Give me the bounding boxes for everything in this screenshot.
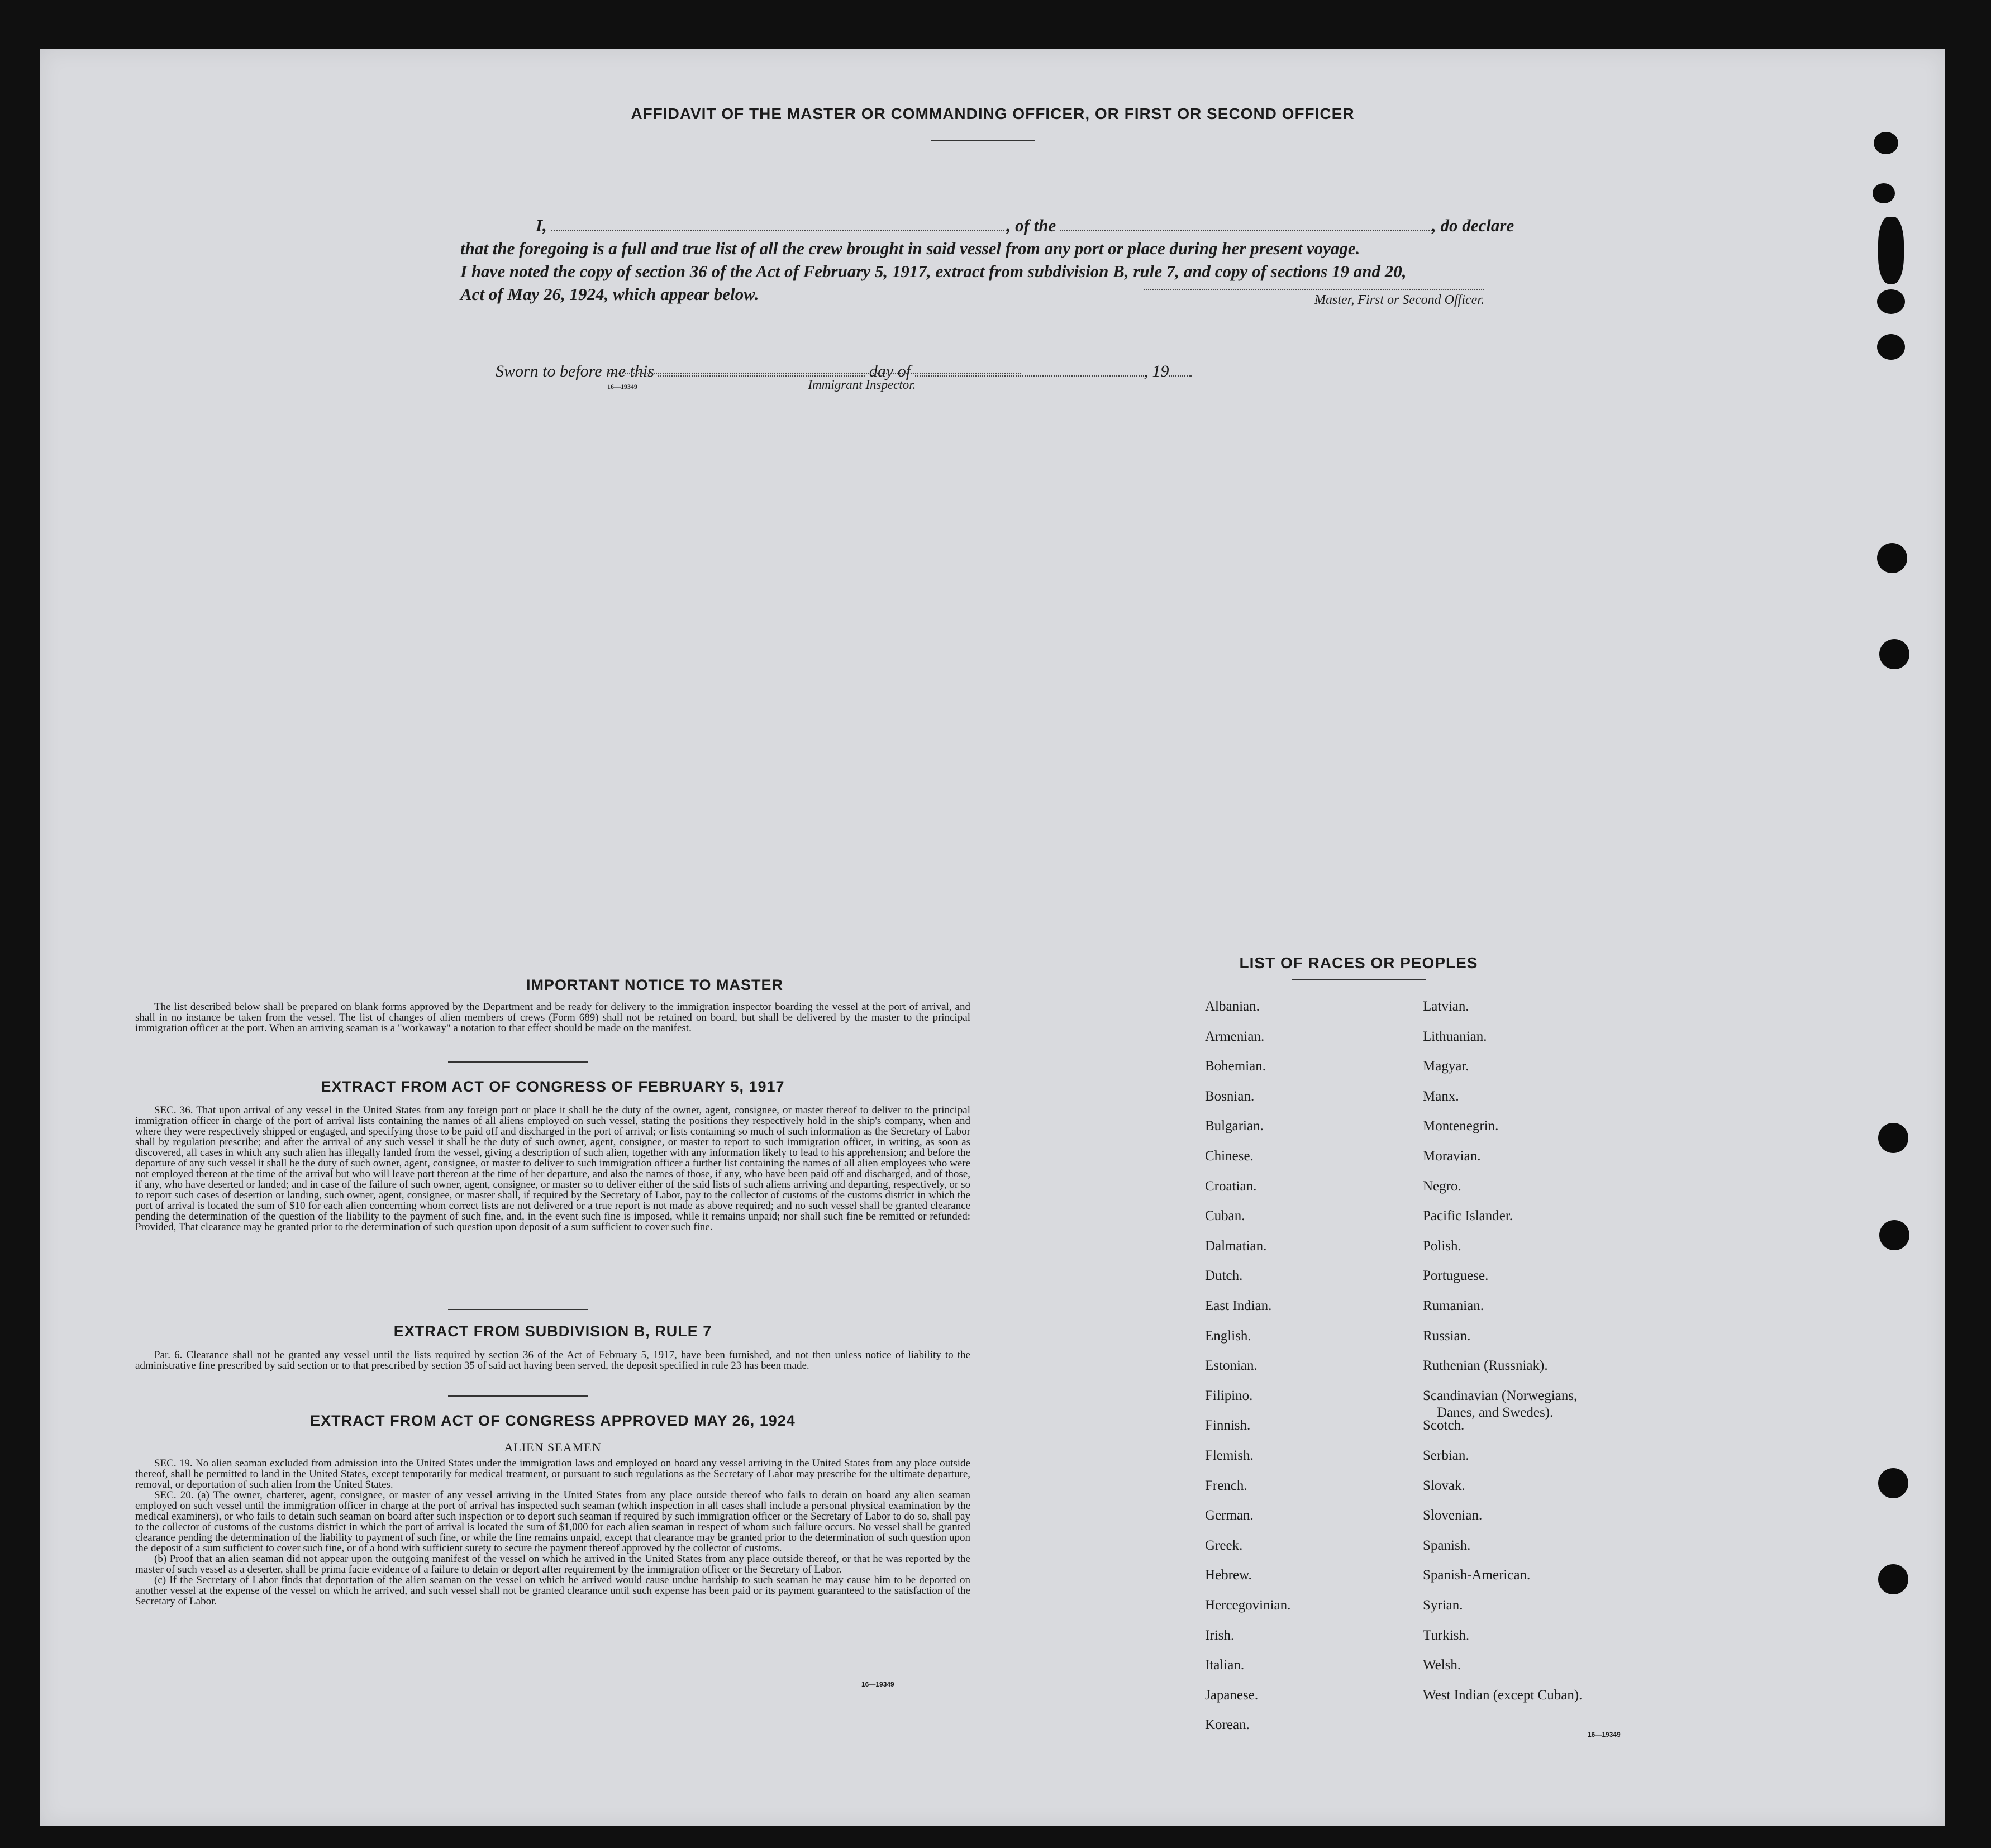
declaration-text: that the foregoing is a full and true list of all the crew brought in said vessel from any port or place during her present voyage. (460, 239, 1360, 258)
form-code: 16—19349 (1588, 1731, 1621, 1739)
master-signature-field[interactable] (1144, 289, 1484, 308)
race-item: Filipino. (1205, 1388, 1253, 1403)
race-item: Syrian. (1423, 1598, 1463, 1613)
extract-1917-text (135, 1105, 970, 1232)
alien-seamen-subtitle: ALIEN SEAMEN (504, 1440, 602, 1454)
punch-hole (1877, 334, 1905, 360)
race-item: Irish. (1205, 1627, 1235, 1643)
notice-text (135, 1002, 970, 1033)
race-item: Korean. (1205, 1717, 1250, 1733)
race-item: Croatian. (1205, 1178, 1257, 1194)
punch-hole (1878, 217, 1904, 284)
race-item: Greek. (1205, 1537, 1243, 1553)
race-item: Chinese. (1205, 1149, 1254, 1164)
race-item: Danes, and Swedes). (1437, 1404, 1554, 1420)
form-sheet (40, 49, 1945, 1826)
extract-1924-text (135, 1458, 970, 1607)
race-item: Turkish. (1423, 1627, 1470, 1643)
declaration-text: Act of May 26, 1924, which appear below. (460, 284, 759, 304)
race-item: Magyar. (1423, 1059, 1469, 1074)
race-item: Cuban. (1205, 1208, 1245, 1224)
extract-1924-title: EXTRACT FROM ACT OF CONGRESS APPROVED MAY 26, 1924 (310, 1412, 796, 1429)
punch-hole (1878, 1468, 1908, 1498)
race-item: Estonian. (1205, 1358, 1258, 1374)
race-item: Polish. (1423, 1238, 1461, 1254)
race-item: Italian. (1205, 1658, 1245, 1673)
section-divider (448, 1309, 588, 1310)
race-item: Pacific Islander. (1423, 1208, 1513, 1224)
race-item: English. (1205, 1328, 1251, 1344)
sec-20b-paragraph: (b) Proof that an alien seaman did not appear upon the outgoing manifest of the vessel on which he arrived in the United States from any place outside thereof, or that he was reported by the master of such vessel as a deserter, shall be prima facie evidence of a failure to detain or deport after requirement by the immigration officer or the Secretary of Labor. (135, 1553, 970, 1575)
day-of-label: day of (869, 362, 911, 380)
race-item: Rumanian. (1423, 1298, 1484, 1313)
race-item: Bulgarian. (1205, 1118, 1264, 1134)
sec-20a-paragraph: SEC. 20. (a) The owner, charterer, agent, consignee, or master of any vessel arriving in the United States from any place outside thereof who fails to detain on board any alien seaman employed on such vessel until the immigration officer in charge at the port of arrival has inspected such seaman (which inspection in all cases shall include a personal physical examination by the medical examiners), or who fails to detain such seaman on board after such inspection or to deport such seaman if required by such immigration officer or the Secretary of Labor to do so, shall pay to the collector of customs of the customs district in which the port of arrival is located the sum of $1,000 for each alien seaman in respect of whom such failure occurs. No vessel shall be granted clearance pending the determination of the liability to payment of such fine, or while the fine remains unpaid, except that clearance may be granted prior to the determination of such question upon the deposit of a sum sufficient to cover such fine, or of a bond with sufficient surety to secure the payment thereof approved by the collector of customs. (135, 1489, 970, 1554)
section-divider (448, 1061, 588, 1063)
race-item: Scandinavian (Norwegians, (1423, 1388, 1578, 1403)
race-item: Scotch. (1423, 1418, 1465, 1433)
par-6-paragraph: Par. 6. Clearance shall not be granted any vessel until the lists required by section 36 of the Act of February 5, 1917, have been furnished, and not then unless notice of liability to the administrative fine prescribed by said section or to that prescribed by section 35 of said act having been served, the deposit specified in rule 23 has been made. (135, 1349, 970, 1371)
race-item: Finnish. (1205, 1418, 1251, 1433)
master-signature-label: Master, First or Second Officer. (1314, 293, 1484, 307)
do-declare-label: , do declare (1432, 216, 1514, 235)
race-item: Lithuanian. (1423, 1028, 1487, 1044)
race-item: Spanish-American. (1423, 1568, 1531, 1583)
declaration-text: I have noted the copy of section 36 of the Act of February 5, 1917, extract from subdivision B, rule 7, and copy of sections 19 and 20, (460, 261, 1407, 281)
punch-hole (1878, 1123, 1908, 1153)
race-item: Bosnian. (1205, 1088, 1255, 1104)
sworn-label: Sworn to before me this (496, 362, 654, 380)
race-item: Ruthenian (Russniak). (1423, 1358, 1548, 1374)
races-title: LIST OF RACES OR PEOPLES (1239, 954, 1478, 971)
form-code: 16—19349 (861, 1680, 894, 1688)
race-item: West Indian (except Cuban). (1423, 1687, 1583, 1703)
declaration-line (460, 214, 1550, 237)
race-item: Dutch. (1205, 1268, 1243, 1284)
race-item: Montenegrin. (1423, 1118, 1499, 1134)
race-item: French. (1205, 1478, 1247, 1493)
race-item: Manx. (1423, 1088, 1459, 1104)
race-item: East Indian. (1205, 1298, 1272, 1313)
race-item: Spanish. (1423, 1537, 1471, 1553)
sec-20c-paragraph: (c) If the Secretary of Labor finds that deportation of the alien seaman on the vessel on which he arrived would cause undue hardship to such seaman he may cause him to be deported on another vessel at the expense of the vessel on which he arrived, and such vessel shall not be granted clearance until such expense has been paid or its payment guaranteed to the satisfaction of the Secretary of Labor. (135, 1574, 970, 1607)
form-code: 16—19349 (607, 383, 637, 390)
race-item: Negro. (1423, 1178, 1461, 1194)
sworn-year-field[interactable] (1169, 375, 1192, 377)
notice-paragraph: The list described below shall be prepared on blank forms approved by the Department and be ready for delivery to the immigration inspector boarding the vessel at the port of arrival, and shall in no instance be taken from the vessel. The list of changes of alien members of crews (Form 689) shall not be retained on board, but shall be delivered by the master to the principal immigration officer at the port. When an arriving seaman is a "workaway" a notation to that effect should be made on the manifest. (135, 1001, 970, 1034)
race-item: Albanian. (1205, 999, 1260, 1014)
punch-hole (1878, 1564, 1908, 1594)
punch-hole (1873, 183, 1895, 203)
punch-hole (1879, 639, 1909, 669)
sec-19-paragraph: SEC. 19. No alien seaman excluded from admission into the United States under the immigration laws and employed on board any vessel arriving in the United States from any place outside thereof, shall be permitted to land in the United States, except temporarily for medical treatment, or pursuant to such regulations as the Secretary of Labor may prescribe for the ultimate departure, removal, or deportation of such alien from the United States. (135, 1458, 970, 1490)
race-item: Latvian. (1423, 999, 1469, 1014)
inspector-signature-field[interactable] (607, 373, 1021, 392)
section-36-paragraph: SEC. 36. That upon arrival of any vessel in the United States from any foreign port or place it shall be the duty of the owner, agent, consignee, or master thereof to deliver to the principal immigration officer in charge of the port of arrival lists containing the names of all aliens employed on such vessel, stating the positions they respectively hold in the ship's company, when and where they were respectively shipped or engaged, and specifying those to be paid off and discharged in the port of arrival; or lists containing so much of such information as the Secretary of Labor shall by regulation prescribe; and after the arrival of any such vessel it shall be the duty of such owner, agent, consignee, or master to report to such immigration officer, in writing, as soon as discovered, all cases in which any such alien has illegally landed from the vessel, giving a description of such alien, together with any information likely to lead to his apprehension; and before the departure of any such vessel it shall be the duty of such owner, agent, consignee, or master to deliver to such immigration officer a further list containing the names of all alien employees who were not employed thereon at the time of the arrival but who will leave port thereon at the time of her departure, and also the names of those, if any, who have been paid off and discharged, and of those, if any, who have deserted or landed; and in case of the failure of such owner, agent, consignee, or master so to deliver either of the said lists of such aliens arriving and departing, respectively, or so to report such cases of desertion or landing, such owner, agent, consignee, or master shall, if required by the Secretary of Labor, pay to the collector of customs of the customs district in which the port of arrival is located the sum of $10 for each alien concerning whom correct lists are not delivered or a true report is not made as above required; and no such vessel shall be granted clearance pending the determination of the question of the liability to the payment of such fine, and, in the event such fine is imposed, while it remains unpaid; nor shall such fine be remitted or refunded: Provided, That clearance may be granted prior to the determination of such question upon deposit of a sum sufficient to cover such fine. (135, 1104, 970, 1233)
i-label: I, (536, 216, 547, 235)
race-item: Flemish. (1205, 1448, 1254, 1463)
race-item: Hercegovinian. (1205, 1598, 1291, 1613)
punch-hole (1877, 289, 1905, 314)
race-item: Dalmatian. (1205, 1238, 1267, 1254)
race-item: Armenian. (1205, 1028, 1265, 1044)
affidavit-title: AFFIDAVIT OF THE MASTER OR COMMANDING OFFICER, OR FIRST OR SECOND OFFICER (631, 105, 1355, 122)
race-item: Bohemian. (1205, 1059, 1266, 1074)
punch-hole (1874, 132, 1898, 154)
race-item: Moravian. (1423, 1149, 1481, 1164)
race-item: Portuguese. (1423, 1268, 1489, 1284)
section-divider (448, 1395, 588, 1397)
punch-hole (1879, 1220, 1909, 1250)
race-item: German. (1205, 1508, 1254, 1523)
extract-rule7-text (135, 1350, 970, 1371)
vessel-name-field[interactable] (1060, 230, 1432, 231)
extract-1917-title: EXTRACT FROM ACT OF CONGRESS OF FEBRUARY 5, 1917 (321, 1078, 785, 1095)
races-divider (1292, 979, 1426, 980)
punch-hole (1877, 543, 1907, 573)
notice-title: IMPORTANT NOTICE TO MASTER (526, 977, 783, 993)
master-name-field[interactable] (551, 230, 1007, 231)
inspector-label: Immigrant Inspector. (808, 378, 916, 392)
race-item: Slovak. (1423, 1478, 1465, 1493)
race-item: Serbian. (1423, 1448, 1469, 1463)
extract-rule7-title: EXTRACT FROM SUBDIVISION B, RULE 7 (393, 1323, 712, 1340)
race-item: Japanese. (1205, 1687, 1259, 1703)
race-item: Russian. (1423, 1328, 1471, 1344)
race-item: Hebrew. (1205, 1568, 1252, 1583)
race-item: Welsh. (1423, 1658, 1461, 1673)
year-label: , 19 (1144, 362, 1169, 380)
title-divider (931, 140, 1035, 141)
of-the-label: , of the (1006, 216, 1056, 235)
race-item: Slovenian. (1423, 1508, 1483, 1523)
